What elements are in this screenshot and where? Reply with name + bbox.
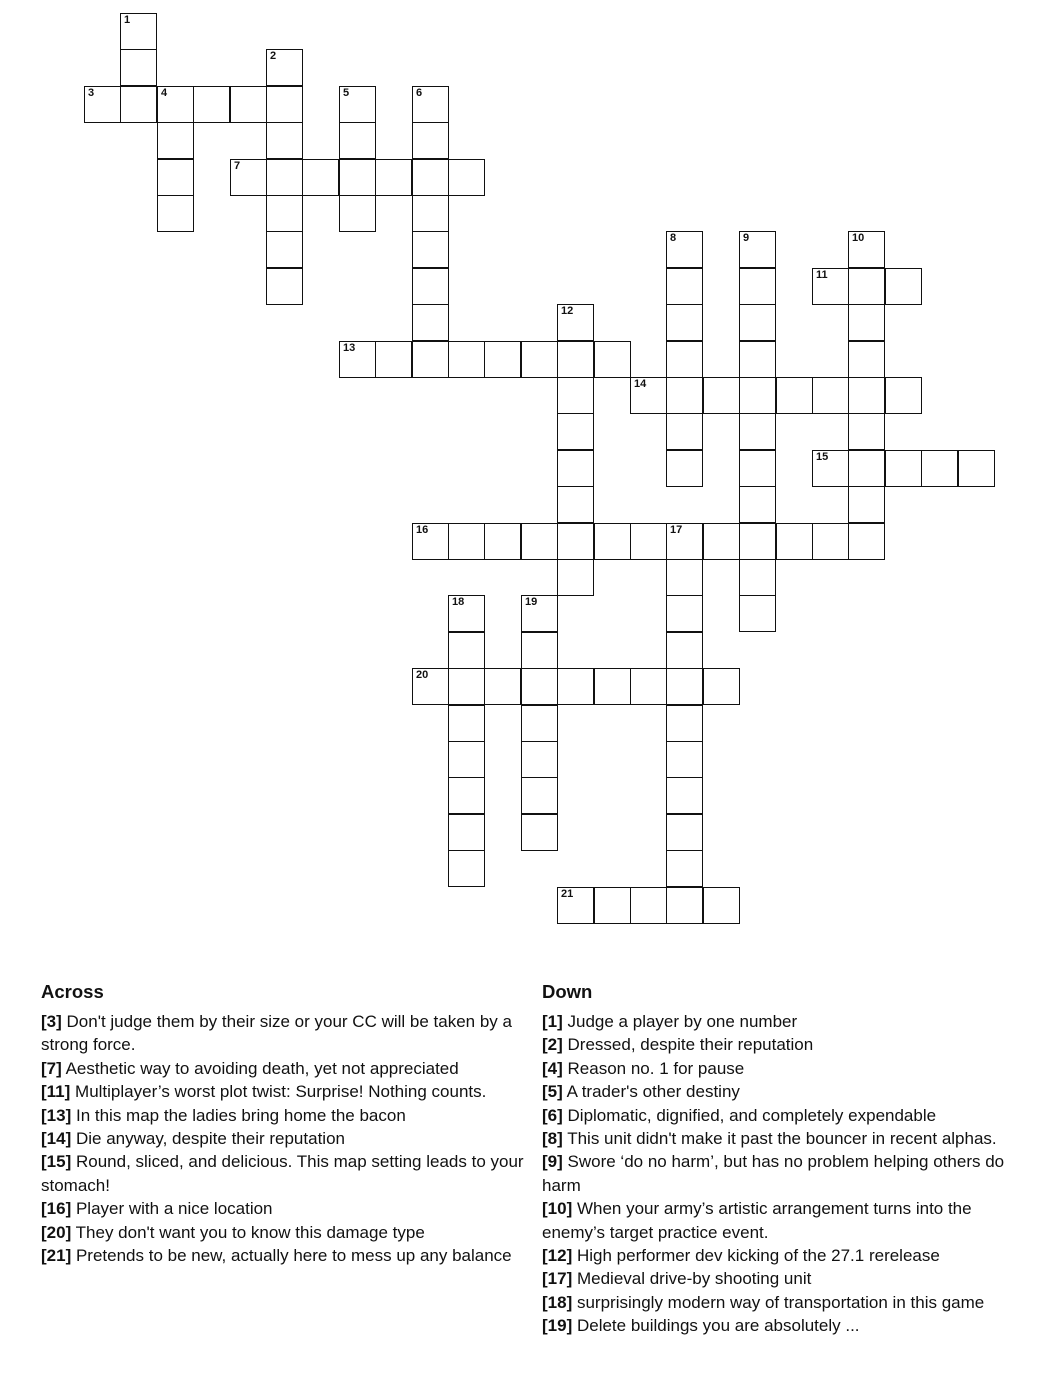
grid-cell[interactable] (703, 377, 740, 414)
grid-cell[interactable] (157, 159, 194, 196)
grid-cell[interactable] (412, 86, 449, 123)
grid-cell[interactable] (521, 341, 558, 378)
grid-cell[interactable] (448, 668, 485, 705)
clue-text: Judge a player by one number (567, 1012, 798, 1031)
clue-number-label: 19 (525, 596, 538, 608)
grid-cell[interactable] (848, 450, 885, 487)
grid-cell[interactable] (157, 195, 194, 232)
grid-cell[interactable] (120, 86, 157, 123)
grid-cell[interactable] (739, 523, 776, 560)
clue-number-label: 16 (416, 524, 429, 536)
grid-cell[interactable] (666, 304, 703, 341)
grid-cell[interactable] (666, 268, 703, 305)
clue-text: A trader's other destiny (566, 1082, 740, 1102)
clue-text: surprisingly modern way of transportation in this game (576, 1292, 985, 1312)
grid-cell[interactable] (521, 632, 558, 669)
grid-cell[interactable] (120, 49, 157, 86)
grid-cell[interactable] (812, 523, 849, 560)
grid-cell[interactable] (666, 523, 703, 560)
grid-cell[interactable] (557, 450, 594, 487)
clue-text: Dressed, despite their reputation (567, 1035, 814, 1055)
grid-cell[interactable] (885, 450, 922, 487)
clue-number: [13] (41, 1105, 72, 1125)
clue-number: [8] (542, 1129, 563, 1149)
grid-cell[interactable] (666, 668, 703, 705)
grid-cell[interactable] (666, 595, 703, 632)
grid-cell[interactable] (266, 268, 303, 305)
grid-cell[interactable] (448, 595, 485, 632)
clue-number: [7] (41, 1058, 62, 1078)
clue-number: [21] (41, 1246, 72, 1266)
down-clue (542, 1244, 1037, 1267)
grid-cell[interactable] (958, 450, 995, 487)
grid-cell[interactable] (484, 523, 521, 560)
clue-text: Die anyway, despite their reputation (75, 1129, 345, 1149)
grid-cell[interactable] (594, 341, 631, 378)
across-clue (41, 1080, 533, 1103)
down-clue (542, 1010, 1037, 1033)
clue-text: This unit didn't make it past the bouncer in recent alphas. (567, 1129, 997, 1149)
clue-text: When your army’s artistic arrangement turns into the enemy’s target practice event. (542, 1199, 972, 1242)
clue-number: [6] (542, 1105, 563, 1125)
grid-cell[interactable] (739, 413, 776, 450)
clue-number: [14] (41, 1129, 72, 1149)
grid-cell[interactable] (848, 231, 885, 268)
grid-cell[interactable] (521, 668, 558, 705)
grid-cell[interactable] (521, 595, 558, 632)
grid-cell[interactable] (339, 86, 376, 123)
grid-cell[interactable] (412, 304, 449, 341)
clue-number-label: 11 (816, 269, 828, 281)
clue-number-label: 4 (161, 87, 168, 99)
grid-cell[interactable] (557, 486, 594, 523)
grid-cell[interactable] (630, 668, 667, 705)
grid-cell[interactable] (266, 159, 303, 196)
grid-cell[interactable] (448, 705, 485, 742)
grid-cell[interactable] (739, 486, 776, 523)
grid-cell[interactable] (266, 231, 303, 268)
down-clues (542, 980, 1037, 1338)
clue-number-label: 21 (561, 888, 574, 900)
grid-cell[interactable] (339, 195, 376, 232)
clue-text: Swore ‘do no harm’, but has no problem helping others do harm (542, 1152, 1005, 1195)
grid-cell[interactable] (557, 304, 594, 341)
grid-cell[interactable] (739, 559, 776, 596)
down-clue (542, 1127, 1037, 1150)
grid-cell[interactable] (521, 777, 558, 814)
down-clue (542, 1080, 1037, 1103)
down-clue-list (542, 1010, 1037, 1338)
grid-cell[interactable] (921, 450, 958, 487)
grid-cell[interactable] (630, 887, 667, 924)
grid-cell[interactable] (594, 887, 631, 924)
grid-cell[interactable] (666, 377, 703, 414)
clue-number: [20] (41, 1222, 72, 1242)
down-clue (542, 1267, 1037, 1290)
grid-cell[interactable] (666, 450, 703, 487)
grid-cell[interactable] (739, 304, 776, 341)
grid-cell[interactable] (557, 413, 594, 450)
grid-cell[interactable] (594, 523, 631, 560)
across-clue (41, 1010, 533, 1057)
grid-cell[interactable] (812, 377, 849, 414)
grid-cell[interactable] (739, 268, 776, 305)
clue-number-label: 3 (88, 87, 95, 99)
clue-number: [15] (41, 1152, 72, 1172)
clue-number: [18] (542, 1292, 573, 1312)
grid-cell[interactable] (666, 632, 703, 669)
clue-number-label: 17 (670, 524, 683, 536)
grid-cell[interactable] (557, 668, 594, 705)
grid-cell[interactable] (230, 86, 267, 123)
grid-cell[interactable] (848, 413, 885, 450)
grid-cell[interactable] (412, 523, 449, 560)
clue-number-label: 15 (816, 451, 829, 463)
clue-number: [12] (542, 1246, 573, 1266)
across-clue (41, 1150, 533, 1197)
clue-number: [1] (542, 1012, 563, 1031)
grid-cell[interactable] (630, 377, 667, 414)
grid-cell[interactable] (448, 777, 485, 814)
grid-cell[interactable] (885, 377, 922, 414)
clue-text: High performer dev kicking of the 27.1 rerelease (576, 1246, 940, 1266)
grid-cell[interactable] (339, 122, 376, 159)
clue-text: Round, sliced, and delicious. This map setting leads to your stomach! (41, 1152, 524, 1195)
grid-cell[interactable] (521, 705, 558, 742)
clue-number: [2] (542, 1035, 563, 1055)
grid-cell[interactable] (412, 268, 449, 305)
grid-cell[interactable] (703, 523, 740, 560)
grid-cell[interactable] (557, 887, 594, 924)
clue-number: [4] (542, 1058, 563, 1078)
across-clue (41, 1104, 533, 1127)
grid-cell[interactable] (448, 632, 485, 669)
grid-cell[interactable] (448, 741, 485, 778)
across-clue (41, 1244, 533, 1267)
down-clue (542, 1314, 1037, 1337)
grid-cell[interactable] (848, 523, 885, 560)
grid-cell[interactable] (848, 486, 885, 523)
grid-cell[interactable] (848, 268, 885, 305)
clue-number-label: 7 (234, 160, 241, 172)
grid-cell[interactable] (484, 668, 521, 705)
clue-number: [16] (41, 1199, 72, 1219)
grid-cell[interactable] (412, 231, 449, 268)
down-clue (542, 1150, 1037, 1197)
across-clue (41, 1221, 533, 1244)
grid-cell[interactable] (266, 122, 303, 159)
grid-cell[interactable] (120, 13, 157, 50)
grid-cell[interactable] (412, 668, 449, 705)
grid-cell[interactable] (739, 595, 776, 632)
grid-cell[interactable] (412, 195, 449, 232)
grid-cell[interactable] (848, 341, 885, 378)
grid-cell[interactable] (448, 814, 485, 851)
down-clue (542, 1033, 1037, 1056)
grid-cell[interactable] (848, 304, 885, 341)
clue-number-label: 12 (561, 305, 574, 317)
grid-cell[interactable] (375, 159, 412, 196)
grid-cell[interactable] (339, 159, 376, 196)
grid-cell[interactable] (630, 523, 667, 560)
down-clue (542, 1057, 1037, 1080)
grid-cell[interactable] (412, 159, 449, 196)
clue-number-label: 10 (852, 232, 865, 244)
grid-cell[interactable] (848, 377, 885, 414)
grid-cell[interactable] (666, 341, 703, 378)
grid-cell[interactable] (157, 86, 194, 123)
grid-cell[interactable] (885, 268, 922, 305)
grid-cell[interactable] (666, 777, 703, 814)
grid-cell[interactable] (557, 559, 594, 596)
down-clue (542, 1197, 1037, 1244)
grid-cell[interactable] (557, 341, 594, 378)
clue-text: Delete buildings you are absolutely ... (576, 1316, 860, 1336)
grid-cell[interactable] (703, 887, 740, 924)
across-heading: Across (41, 981, 104, 1002)
clue-text: Player with a nice location (75, 1199, 273, 1219)
clue-text: Pretends to be new, actually here to mess up any balance (75, 1246, 512, 1266)
grid-cell[interactable] (521, 741, 558, 778)
clue-text: Aesthetic way to avoiding death, yet not appreciated (65, 1058, 459, 1078)
clue-number: [17] (542, 1269, 573, 1289)
across-clue (41, 1197, 533, 1220)
clue-number-label: 18 (452, 596, 465, 608)
grid-cell[interactable] (448, 341, 485, 378)
grid-cell[interactable] (339, 341, 376, 378)
grid-cell[interactable] (666, 850, 703, 887)
clue-number: [5] (542, 1082, 563, 1102)
clue-number-label: 1 (124, 14, 131, 26)
clue-text: Reason no. 1 for pause (567, 1058, 745, 1078)
clue-number-label: 14 (634, 378, 647, 390)
grid-cell[interactable] (448, 523, 485, 560)
down-heading: Down (542, 981, 593, 1002)
across-clue (41, 1127, 533, 1150)
grid-cell[interactable] (666, 413, 703, 450)
grid-cell[interactable] (557, 377, 594, 414)
grid-cell[interactable] (776, 523, 813, 560)
clue-text: Medieval drive-by shooting unit (576, 1269, 812, 1289)
grid-cell[interactable] (302, 159, 339, 196)
clue-text: Don't judge them by their size or your CC will be taken by a strong force. (41, 1012, 512, 1055)
grid-cell[interactable] (412, 122, 449, 159)
grid-cell[interactable] (594, 668, 631, 705)
clue-number-label: 5 (343, 87, 350, 99)
grid-cell[interactable] (666, 887, 703, 924)
grid-cell[interactable] (666, 559, 703, 596)
clue-text: Multiplayer’s worst plot twist: Surprise! Nothing counts. (75, 1082, 487, 1102)
grid-cell[interactable] (412, 341, 449, 378)
grid-cell[interactable] (666, 231, 703, 268)
grid-cell[interactable] (448, 850, 485, 887)
clue-number-label: 20 (416, 669, 429, 681)
clue-number-label: 6 (416, 87, 423, 99)
grid-cell[interactable] (266, 86, 303, 123)
clue-text: In this map the ladies bring home the bacon (75, 1105, 406, 1125)
across-clue (41, 1057, 533, 1080)
clue-text: Diplomatic, dignified, and completely expendable (567, 1105, 937, 1125)
grid-cell[interactable] (557, 523, 594, 560)
grid-cell[interactable] (157, 122, 194, 159)
clue-number: [19] (542, 1316, 573, 1336)
grid-cell[interactable] (521, 814, 558, 851)
clue-number: [3] (41, 1012, 62, 1031)
down-clue (542, 1104, 1037, 1127)
grid-cell[interactable] (266, 195, 303, 232)
clue-number: [10] (542, 1199, 573, 1219)
grid-cell[interactable] (521, 523, 558, 560)
clue-number-label: 13 (343, 342, 356, 354)
grid-cell[interactable] (703, 668, 740, 705)
grid-cell[interactable] (193, 86, 230, 123)
clue-number: [9] (542, 1152, 563, 1172)
grid-cell[interactable] (230, 159, 267, 196)
grid-cell[interactable] (812, 450, 849, 487)
down-clue (542, 1291, 1037, 1314)
grid-cell[interactable] (776, 377, 813, 414)
grid-cell[interactable] (375, 341, 412, 378)
grid-cell[interactable] (739, 377, 776, 414)
grid-cell[interactable] (739, 341, 776, 378)
grid-cell[interactable] (666, 814, 703, 851)
clue-number: [11] (41, 1082, 71, 1102)
clue-number-label: 8 (670, 232, 677, 244)
clue-number-label: 2 (270, 50, 277, 62)
grid-cell[interactable] (448, 159, 485, 196)
grid-cell[interactable] (812, 268, 849, 305)
grid-cell[interactable] (666, 741, 703, 778)
across-clue-list (41, 1010, 533, 1267)
clue-text: They don't want you to know this damage type (75, 1222, 425, 1242)
grid-cell[interactable] (266, 49, 303, 86)
grid-cell[interactable] (84, 86, 121, 123)
grid-cell[interactable] (666, 705, 703, 742)
grid-cell[interactable] (739, 231, 776, 268)
grid-cell[interactable] (484, 341, 521, 378)
clue-number-label: 9 (743, 232, 750, 244)
across-clues (41, 980, 533, 1267)
grid-cell[interactable] (739, 450, 776, 487)
